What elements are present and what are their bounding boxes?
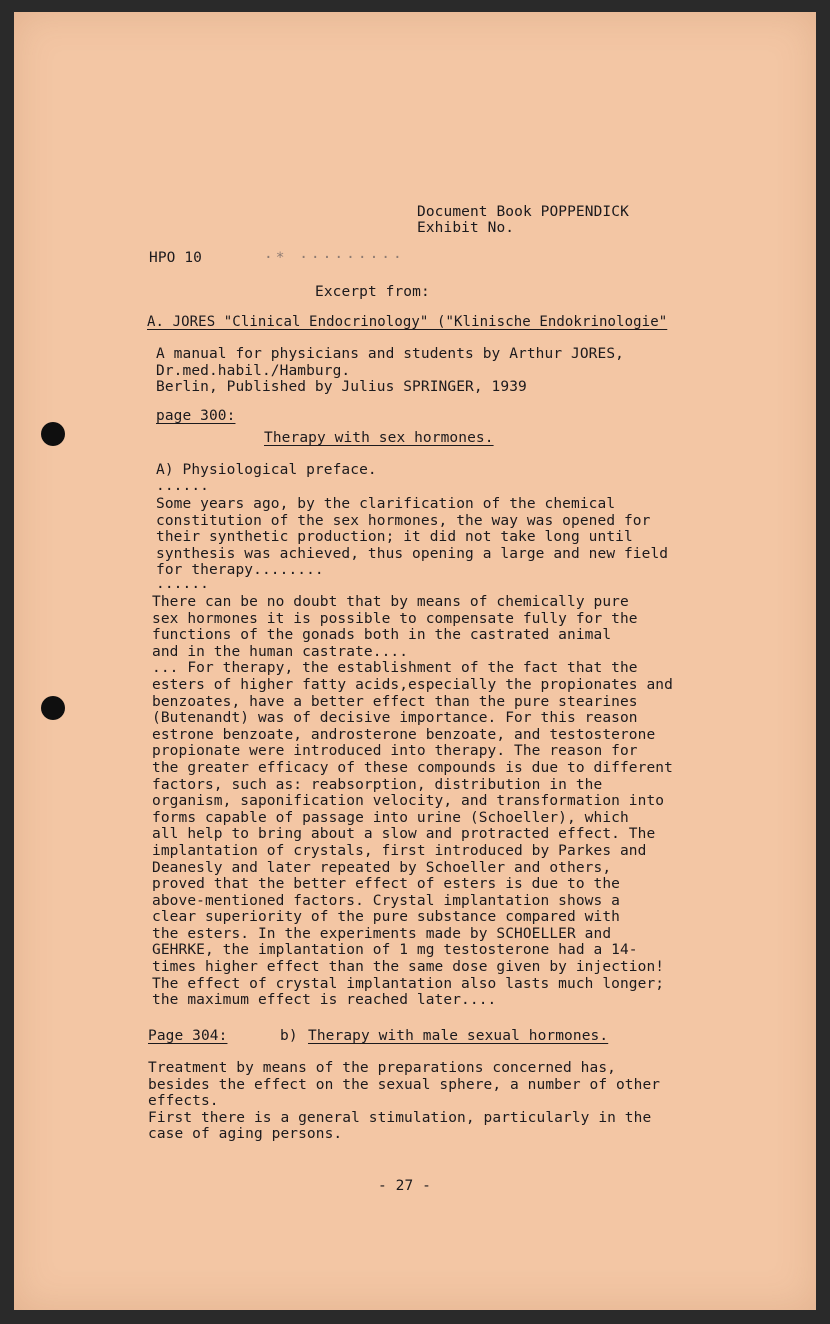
- publication-line: Berlin, Published by Julius SPRINGER, 1939: [156, 379, 527, 396]
- text-line: Some years ago, by the clarification of the chemical: [156, 496, 616, 512]
- text-line: synthesis was achieved, thus opening a large and new field: [156, 545, 669, 562]
- page-304-label: Page 304:: [148, 1028, 228, 1044]
- paragraph-male-hormones: [148, 1060, 660, 1143]
- text-line: (Butenandt) was of decisive importance. For this reason: [152, 710, 638, 727]
- text-line: propionate were introduced into therapy. The reason for: [152, 743, 638, 760]
- text-line: and in the human castrate....: [152, 643, 409, 660]
- punch-hole-top: [41, 422, 65, 446]
- section-heading-sex-hormones: Therapy with sex hormones.: [264, 430, 494, 446]
- publication-line: A manual for physicians and students by Arthur JORES,: [156, 346, 624, 362]
- exhibit-line: Exhibit No.: [417, 220, 515, 236]
- text-line: esters of higher fatty acids,especially the propionates and: [152, 676, 673, 693]
- text-line: implantation of crystals, first introduced by Parkes and: [152, 842, 647, 859]
- text-line: Treatment by means of the preparations concerned has,: [148, 1060, 616, 1076]
- publication-details: [156, 346, 624, 396]
- section-heading-prefix: b): [280, 1028, 298, 1044]
- paragraph-esters: [152, 594, 673, 1009]
- text-line: There can be no doubt that by means of chemically pure: [152, 594, 629, 610]
- text-line: ... For therapy, the establishment of the fact that the: [152, 660, 638, 677]
- reference-code: HPO 10: [149, 250, 202, 266]
- text-line: proved that the better effect of esters is due to the: [152, 876, 620, 893]
- text-line: the maximum effect is reached later....: [152, 992, 497, 1009]
- text-line: case of aging persons.: [148, 1126, 343, 1143]
- text-line: their synthetic production; it did not take long until: [156, 529, 633, 546]
- ellipsis-1: ......: [156, 478, 209, 494]
- text-line: benzoates, have a better effect than the pure stearines: [152, 693, 638, 710]
- reference-smudge: ·* ·········: [264, 250, 405, 266]
- text-line: factors, such as: reabsorption, distribution in the: [152, 776, 603, 793]
- subheading-physiological-preface: A) Physiological preface.: [156, 462, 377, 478]
- paragraph-synthesis: [156, 496, 668, 579]
- publication-line: Dr.med.habil./Hamburg.: [156, 362, 351, 379]
- document-page: [14, 12, 816, 1310]
- text-line: sex hormones it is possible to compensate fully for the: [152, 610, 638, 627]
- text-line: constitution of the sex hormones, the way was opened for: [156, 512, 651, 529]
- text-line: clear superiority of the pure substance compared with: [152, 909, 620, 926]
- section-heading-male-hormones: Therapy with male sexual hormones.: [308, 1028, 609, 1044]
- text-line: for therapy........: [156, 562, 324, 579]
- page-number: - 27 -: [378, 1178, 431, 1194]
- text-line: all help to bring about a slow and protracted effect. The: [152, 826, 656, 843]
- text-line: above-mentioned factors. Crystal implantation shows a: [152, 892, 620, 909]
- text-line: the greater efficacy of these compounds is due to different: [152, 759, 673, 776]
- ellipsis-2: ......: [156, 576, 209, 592]
- punch-hole-bottom: [41, 696, 65, 720]
- excerpt-label: Excerpt from:: [315, 284, 430, 300]
- text-line: forms capable of passage into urine (Schoeller), which: [152, 809, 629, 826]
- text-line: besides the effect on the sexual sphere, a number of other: [148, 1076, 661, 1093]
- text-line: functions of the gonads both in the castrated animal: [152, 627, 612, 644]
- text-line: Deanesly and later repeated by Schoeller and others,: [152, 859, 612, 876]
- book-citation: A. JORES "Clinical Endocrinology" ("Klinische Endokrinologie": [147, 314, 668, 330]
- text-line: The effect of crystal implantation also lasts much longer;: [152, 975, 665, 992]
- text-line: GEHRKE, the implantation of 1 mg testosterone had a 14-: [152, 942, 638, 959]
- text-line: times higher effect than the same dose given by injection!: [152, 959, 665, 976]
- page-300-label: page 300:: [156, 408, 236, 424]
- text-line: organism, saponification velocity, and transformation into: [152, 793, 665, 810]
- text-line: effects.: [148, 1093, 219, 1110]
- text-line: the esters. In the experiments made by SCHOELLER and: [152, 925, 612, 942]
- text-line: First there is a general stimulation, particularly in the: [148, 1109, 652, 1126]
- document-book-line: Document Book POPPENDICK: [417, 204, 629, 220]
- text-line: estrone benzoate, androsterone benzoate, and testosterone: [152, 726, 656, 743]
